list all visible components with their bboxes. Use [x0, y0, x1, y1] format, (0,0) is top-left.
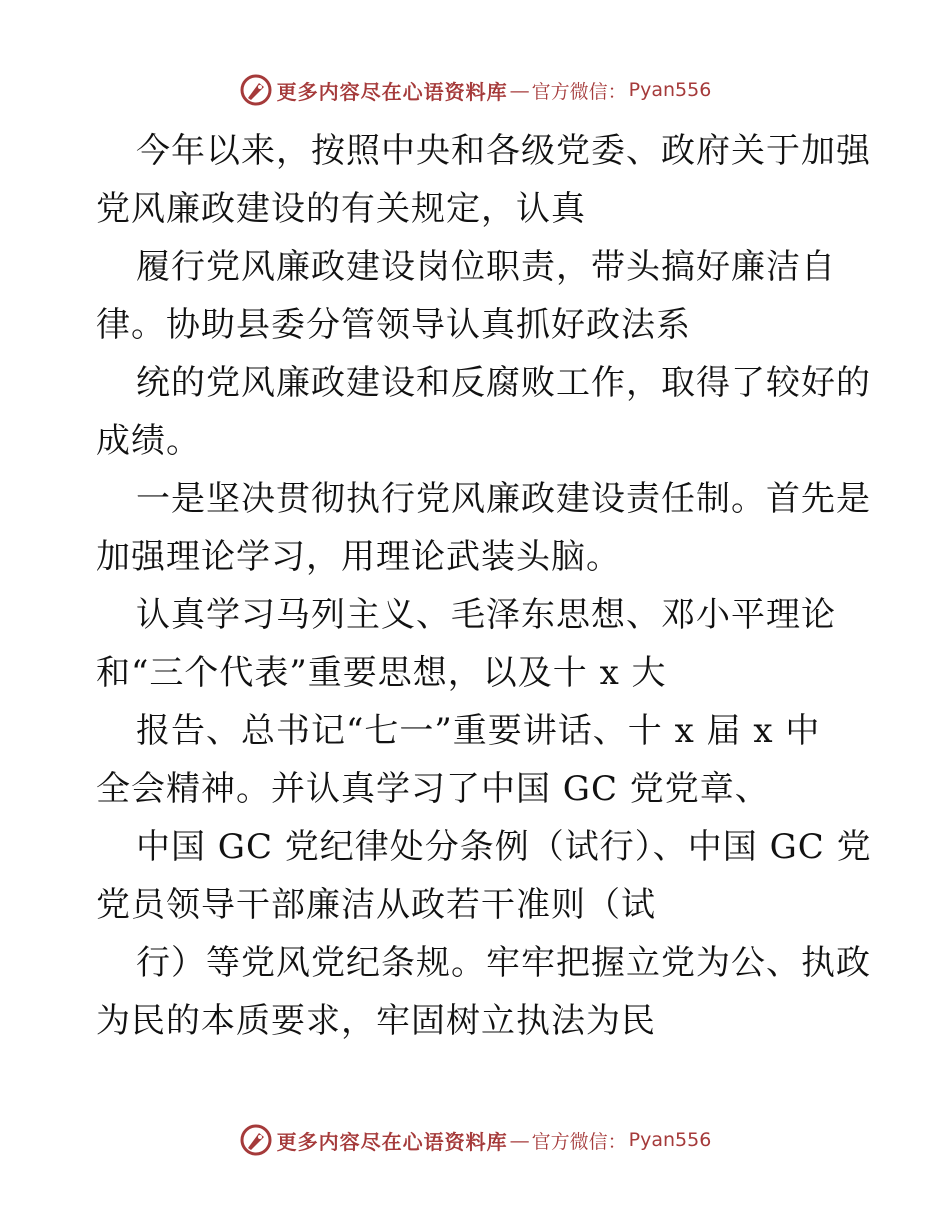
- document-body: [96, 122, 872, 1050]
- text-line: 和“三个代表”重要思想，以及十 x 大: [96, 653, 667, 693]
- banner-wechat-id: Pyan556: [628, 1129, 712, 1151]
- text-line: 律。协助县委分管领导认真抓好政法系: [96, 305, 691, 345]
- banner-wechat-label: 官方微信：: [531, 1130, 627, 1153]
- banner-separator: —: [509, 1128, 530, 1152]
- text-line: 成绩。: [96, 421, 201, 461]
- text-line: 一是坚决贯彻执行党风廉政建设责任制。首先是: [136, 479, 871, 519]
- text-line: 今年以来，按照中央和各级党委、政府关于加强: [136, 131, 871, 171]
- text-line: 履行党风廉政建设岗位职责，带头搞好廉洁自: [136, 247, 836, 287]
- pen-nib-logo-icon: [239, 73, 273, 107]
- banner-site-text: 更多内容尽在心语资料库: [276, 1129, 508, 1154]
- banner-separator: —: [509, 78, 530, 102]
- banner-wechat-id: Pyan556: [628, 79, 712, 101]
- banner-wechat-label: 官方微信：: [531, 80, 627, 103]
- text-line: 行）等党风党纪条规。牢牢把握立党为公、执政: [136, 943, 871, 983]
- text-line: 报告、总书记“七一”重要讲话、十 x 届 x 中: [136, 711, 821, 751]
- text-line: 为民的本质要求，牢固树立执法为民: [96, 1001, 656, 1041]
- text-line: 认真学习马列主义、毛泽东思想、邓小平理论: [136, 595, 836, 635]
- text-line: 加强理论学习，用理论武装头脑。: [96, 537, 621, 577]
- text-line: 中国 GC 党纪律处分条例（试行）、中国 GC 党: [136, 827, 872, 867]
- text-line: 党风廉政建设的有关规定，认真: [96, 189, 586, 229]
- header-banner: [0, 70, 950, 110]
- banner-site-text: 更多内容尽在心语资料库: [276, 79, 508, 104]
- footer-banner: [0, 1120, 950, 1160]
- text-line: 全会精神。并认真学习了中国 GC 党党章、: [96, 769, 770, 809]
- pen-nib-logo-icon: [239, 1123, 273, 1157]
- text-line: 党员领导干部廉洁从政若干准则（试: [96, 885, 656, 925]
- text-line: 统的党风廉政建设和反腐败工作，取得了较好的: [136, 363, 871, 403]
